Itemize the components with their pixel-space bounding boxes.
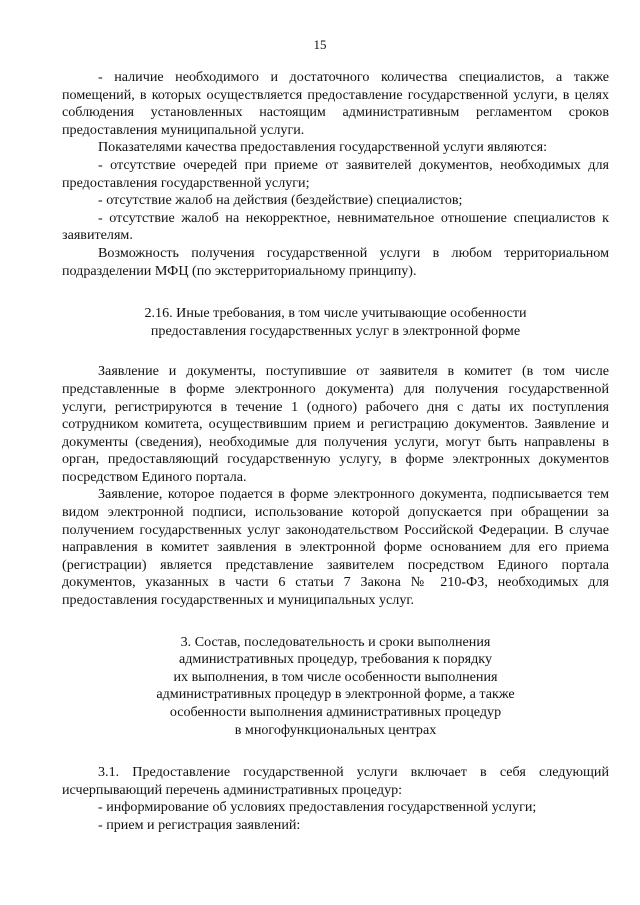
- heading-line: административных процедур, требования к порядку: [178, 651, 492, 668]
- page-number: 15: [313, 37, 327, 52]
- spacer: [62, 610, 609, 634]
- list-item-no-complaints-attitude: - отсутствие жалоб на некорректное, невнимательное отношение специалистов к заявителям.: [62, 209, 609, 244]
- list-item-informing: - информирование об условиях предоставления государственной услуги;: [98, 799, 537, 816]
- heading-line: административных процедур в электронной форме, а также: [156, 686, 515, 703]
- spacer: [62, 280, 609, 305]
- section-heading-3: [62, 634, 609, 740]
- paragraph-application-registration: Заявление и документы, поступившие от заявителя в комитет (в том числе представленные в форме электронного документа) для получения государственной услуги, регистрируются в течение 1 (одного) рабочего дня с даты их поступления сотрудником комитета, осуществившим прием и регистрацию документов. Заявление и документы (сведения), необходимые для получения услуги, могут быть направлены в орган, предоставляющий государственную услугу, в форме электронных документов посредством Единого портала.: [62, 363, 609, 485]
- heading-line: предоставления государственных услуг в электронной форме: [150, 322, 521, 339]
- paragraph-quality-indicators: Показателями качества предоставления государственной услуги являются:: [98, 139, 548, 156]
- heading-line: их выполнения, в том числе особенности выполнения: [173, 668, 498, 685]
- heading-line: 2.16. Иные требования, в том числе учитывающие особенности: [144, 305, 527, 322]
- heading-line: особенности выполнения административных процедур: [169, 704, 502, 720]
- paragraph-electronic-signature: Заявление, которое подается в форме электронного документа, подписывается тем видом электронной подписи, использование которой допускается при обращении за получением государственных услуг законодательством Российской Федерации. В случае направления в комитет заявления в электронной форме основанием для его приема (регистрации) является представление заявителем посредством Единого портала документов, указанных в части 6 статьи 7 Закона № 210-ФЗ, необходимых для предоставления государственных и муниципальных услуг.: [62, 486, 609, 609]
- list-item-no-complaints-actions: - отсутствие жалоб на действия (бездействие) специалистов;: [98, 192, 463, 209]
- document-body: [62, 69, 609, 835]
- list-item-no-queues: - отсутствие очередей при приеме от заявителей документов, необходимых для предоставления государственной услуги;: [62, 156, 609, 191]
- paragraph-3-1-procedures: 3.1. Предоставление государственной услуги включает в себя следующий исчерпывающий перечень административных процедур:: [62, 764, 609, 798]
- heading-line: 3. Состав, последовательность и сроки выполнения: [180, 633, 491, 650]
- paragraph-extraterritorial: Возможность получения государственной услуги в любом территориальном подразделении МФЦ (по экстерриториальному принципу).: [62, 244, 609, 279]
- list-item-reception-registration: - прием и регистрация заявлений:: [98, 816, 301, 833]
- spacer: [62, 340, 609, 363]
- heading-line: в многофункциональных центрах: [234, 721, 437, 738]
- section-heading-2-16: [62, 305, 609, 340]
- spacer: [62, 739, 609, 764]
- paragraph-specialists-premises: - наличие необходимого и достаточного количества специалистов, а также помещений, в которых осуществляется предоставление государственной услуги, в целях соблюдения установленных настоящим административным регламентом сроков предоставления муниципальной услуги.: [62, 69, 609, 138]
